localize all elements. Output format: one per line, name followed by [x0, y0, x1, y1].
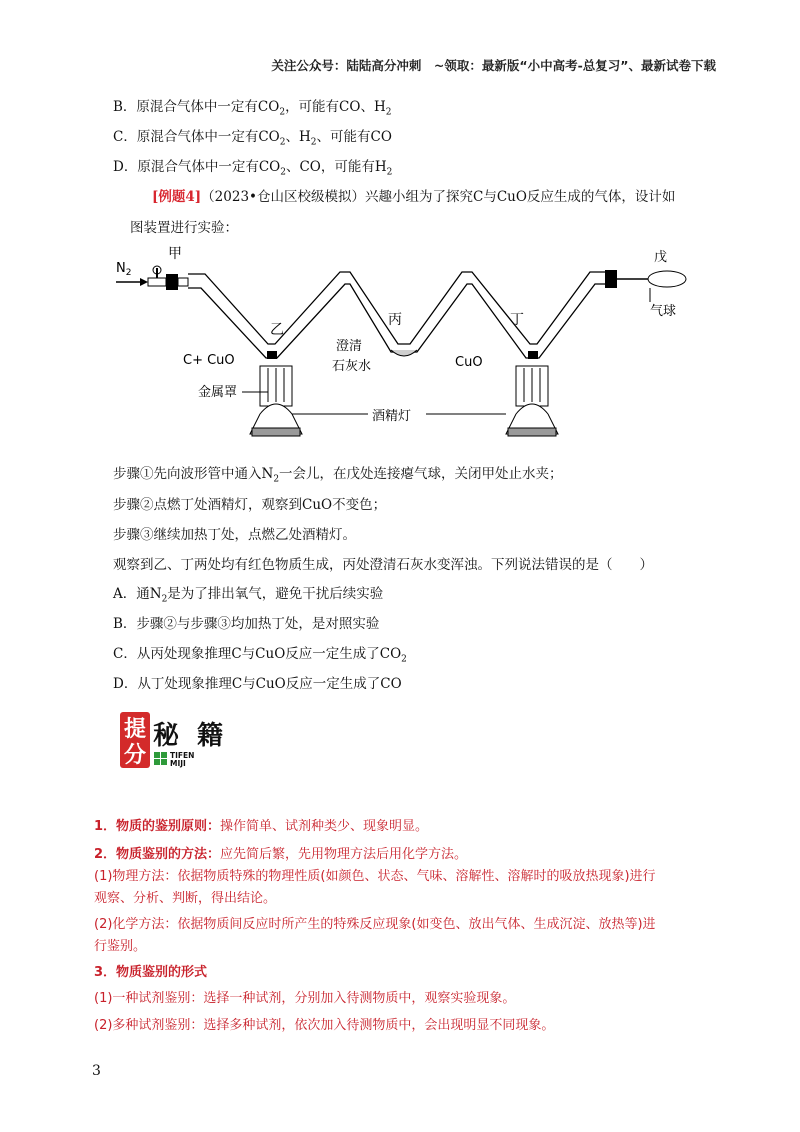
- option-d-prev: D．原混合气体中一定有$CO_2$、CO，可能有$H_2$: [113, 159, 393, 178]
- label-yi: 乙: [270, 322, 284, 338]
- label-alcohol-lamp: 酒精灯: [372, 409, 412, 424]
- label-bing: 丙: [388, 312, 402, 328]
- example-intro-2: 图装置进行实验：: [130, 220, 238, 236]
- n2-label: $N_2$: [116, 261, 132, 278]
- option-c: C．从丙处现象推理C与CuO反应一定生成了$CO_2$: [113, 646, 407, 665]
- step-1: 步骤①先向波形管中通入$N_2$一会儿，在戊处连接瘪气球，关闭甲处止水夹；: [113, 466, 563, 485]
- option-a: A．通$N_2$是为了排出氧气，避免干扰后续实验: [113, 586, 384, 605]
- label-metal-cover: 金属罩: [198, 385, 238, 400]
- option-b: B．步骤②与步骤③均加热丁处，是对照实验: [113, 616, 380, 632]
- option-d: D．从丁处现象推理C与CuO反应一定生成了CO: [113, 676, 402, 692]
- tip-4: 观察、分析、判断，得出结论。: [94, 891, 277, 906]
- step-2: 步骤②点燃丁处酒精灯，观察到CuO不变色；: [113, 497, 387, 513]
- svg-text:秘: 秘: [152, 721, 180, 751]
- tip-7: 3．物质鉴别的形式: [94, 965, 208, 980]
- option-b-prev: B．原混合气体中一定有$CO_2$，可能有CO、$H_2$: [113, 99, 392, 118]
- balloon: [648, 271, 686, 287]
- tip-8: (1)一种试剂鉴别：选择一种试剂，分别加入待测物质中，观察实验现象。: [94, 991, 516, 1006]
- svg-text:MIJI: MIJI: [170, 759, 186, 768]
- page-header: 关注公众号：陆陆高分冲刺 ~领取：最新版“小中高考-总复习”、最新试卷下载: [271, 58, 716, 73]
- svg-text:分: 分: [123, 743, 147, 768]
- example-intro: [例题4]（2023•仓山区校级模拟）兴趣小组为了探究C与CuO反应生成的气体，设计如: [152, 189, 676, 205]
- label-limewater-2: 石灰水: [332, 359, 372, 374]
- tip-5: (2)化学方法：依据物质间反应时所产生的特殊反应现象(如变色、放出气体、生成沉淀、放热等)进: [94, 917, 656, 932]
- c-cuo-sample: [267, 351, 277, 359]
- svg-text:TIFEN: TIFEN: [170, 751, 195, 760]
- option-c-prev: C．原混合气体中一定有$CO_2$、$H_2$、可能有CO: [113, 129, 392, 148]
- label-limewater-1: 澄清: [336, 339, 363, 354]
- tip-6: 行鉴别。: [94, 939, 147, 954]
- label-ding: 丁: [510, 312, 524, 328]
- example-tag: [例题4]: [152, 189, 202, 205]
- svg-text:提: 提: [123, 717, 147, 742]
- wave-tube: [188, 272, 605, 344]
- apparatus-diagram: [110, 244, 710, 449]
- tip-3: (1)物理方法：依据物质特殊的物理性质(如颜色、状态、气味、溶解性、溶解时的吸放热现象)进行: [94, 869, 656, 884]
- tip-2: 2．物质鉴别的方法：应先简后繁，先用物理方法后用化学方法。: [94, 847, 468, 862]
- alcohol-lamp-right: [506, 366, 558, 436]
- alcohol-lamp-left: [250, 366, 302, 436]
- tip-9: (2)多种试剂鉴别：选择多种试剂，依次加入待测物质中，会出现明显不同现象。: [94, 1018, 555, 1033]
- tifen-miji-logo: [118, 708, 238, 772]
- tip-1: 1．物质的鉴别原则：操作简单、试剂种类少、现象明显。: [94, 819, 429, 834]
- observation: 观察到乙、丁两处均有红色物质生成，丙处澄清石灰水变浑浊。下列说法错误的是（ ）: [113, 557, 653, 573]
- svg-text:籍: 籍: [196, 721, 224, 751]
- label-wu: 戊: [654, 250, 668, 265]
- cuo-sample: [528, 351, 538, 359]
- step-3: 步骤③继续加热丁处，点燃乙处酒精灯。: [113, 527, 356, 543]
- label-jia: 甲: [168, 246, 182, 262]
- page-number: 3: [92, 1063, 101, 1079]
- label-cuo: CuO: [455, 355, 483, 370]
- label-balloon: 气球: [650, 304, 677, 319]
- label-c-cuo: C+ CuO: [183, 353, 235, 368]
